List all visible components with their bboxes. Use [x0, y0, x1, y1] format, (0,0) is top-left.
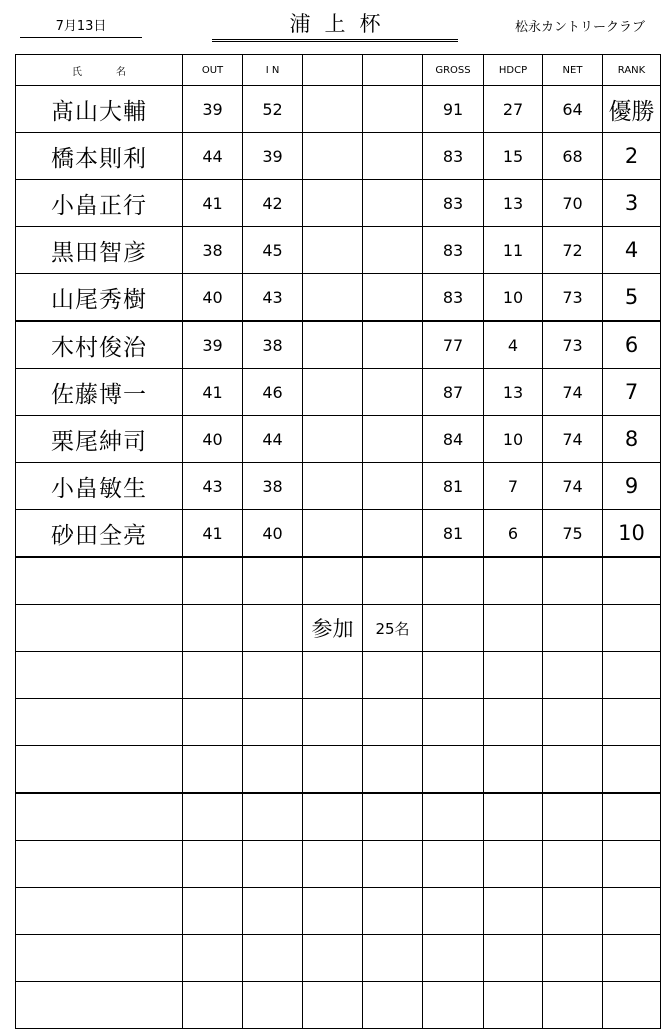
table-row — [16, 321, 661, 369]
blank-cell — [16, 982, 183, 1029]
in-score: 38 — [243, 321, 303, 369]
player-name: 黒田智彦 — [16, 227, 183, 274]
blank-cell — [303, 369, 363, 416]
hdcp-value: 4 — [484, 321, 543, 369]
blank-cell — [543, 699, 603, 746]
blank-cell — [543, 793, 603, 841]
blank-cell — [243, 982, 303, 1029]
empty-row — [16, 982, 661, 1029]
blank-cell — [423, 699, 484, 746]
col-header-net: NET — [543, 55, 603, 86]
in-score: 39 — [243, 133, 303, 180]
col-header-blank-2 — [363, 55, 423, 86]
gross-score: 87 — [423, 369, 484, 416]
blank-cell — [363, 86, 423, 133]
blank-cell — [243, 652, 303, 699]
blank-cell — [543, 935, 603, 982]
table-row — [16, 180, 661, 227]
out-score: 39 — [183, 86, 243, 133]
hdcp-value: 13 — [484, 369, 543, 416]
gross-score: 84 — [423, 416, 484, 463]
out-score: 41 — [183, 510, 243, 558]
sheet-header — [0, 0, 672, 50]
table-row — [16, 274, 661, 322]
empty-row — [16, 793, 661, 841]
blank-cell — [543, 605, 603, 652]
blank-cell — [484, 982, 543, 1029]
blank-cell — [16, 699, 183, 746]
blank-cell — [303, 746, 363, 794]
blank-cell — [603, 699, 661, 746]
blank-cell — [16, 746, 183, 794]
blank-cell — [423, 841, 484, 888]
out-score: 39 — [183, 321, 243, 369]
col-header-rank: RANK — [603, 55, 661, 86]
blank-cell — [423, 982, 484, 1029]
blank-cell — [363, 510, 423, 558]
col-header-blank-1 — [303, 55, 363, 86]
blank-cell — [303, 180, 363, 227]
blank-cell — [243, 699, 303, 746]
table-row — [16, 463, 661, 510]
blank-cell — [363, 227, 423, 274]
blank-cell — [484, 888, 543, 935]
blank-cell — [484, 652, 543, 699]
col-header-gross: GROSS — [423, 55, 484, 86]
player-name: 小畠正行 — [16, 180, 183, 227]
rank-value: 優勝 — [603, 86, 661, 133]
blank-cell — [363, 982, 423, 1029]
blank-cell — [603, 652, 661, 699]
blank-cell — [16, 557, 183, 605]
blank-cell — [543, 652, 603, 699]
player-name: 小畠敏生 — [16, 463, 183, 510]
blank-cell — [484, 605, 543, 652]
blank-cell — [423, 888, 484, 935]
in-score: 40 — [243, 510, 303, 558]
blank-cell — [603, 935, 661, 982]
club-name: 松永カントリークラブ — [514, 20, 645, 35]
blank-cell — [183, 982, 243, 1029]
blank-cell — [543, 888, 603, 935]
blank-cell — [363, 416, 423, 463]
player-name: 佐藤博一 — [16, 369, 183, 416]
col-header-name: 氏 名 — [16, 55, 183, 86]
blank-cell — [363, 274, 423, 322]
blank-cell — [363, 652, 423, 699]
blank-cell — [183, 841, 243, 888]
net-score: 72 — [543, 227, 603, 274]
blank-cell — [484, 699, 543, 746]
blank-cell — [363, 557, 423, 605]
blank-cell — [363, 133, 423, 180]
net-score: 74 — [543, 463, 603, 510]
col-header-in: I N — [243, 55, 303, 86]
empty-row — [16, 841, 661, 888]
blank-cell — [423, 793, 484, 841]
header-row — [16, 55, 661, 86]
empty-row — [16, 652, 661, 699]
blank-cell — [16, 888, 183, 935]
blank-cell — [303, 321, 363, 369]
net-score: 68 — [543, 133, 603, 180]
blank-cell — [484, 793, 543, 841]
blank-cell — [243, 841, 303, 888]
hdcp-value: 7 — [484, 463, 543, 510]
hdcp-value: 13 — [484, 180, 543, 227]
blank-cell — [484, 935, 543, 982]
blank-cell — [243, 557, 303, 605]
blank-cell — [303, 133, 363, 180]
player-name: 山尾秀樹 — [16, 274, 183, 322]
gross-score: 91 — [423, 86, 484, 133]
blank-cell — [423, 605, 484, 652]
out-score: 40 — [183, 416, 243, 463]
blank-cell — [423, 935, 484, 982]
blank-cell — [16, 605, 183, 652]
blank-cell — [423, 746, 484, 794]
blank-cell — [303, 463, 363, 510]
rank-value: 9 — [603, 463, 661, 510]
col-header-hdcp: HDCP — [484, 55, 543, 86]
gross-score: 77 — [423, 321, 484, 369]
blank-cell — [303, 510, 363, 558]
in-score: 45 — [243, 227, 303, 274]
empty-row — [16, 699, 661, 746]
table-row — [16, 227, 661, 274]
blank-cell — [303, 652, 363, 699]
out-score: 38 — [183, 227, 243, 274]
blank-cell — [303, 793, 363, 841]
blank-cell — [183, 605, 243, 652]
hdcp-value: 10 — [484, 274, 543, 322]
participants-label: 参加 — [303, 605, 363, 652]
blank-cell — [243, 888, 303, 935]
player-name: 木村俊治 — [16, 321, 183, 369]
player-name: 栗尾紳司 — [16, 416, 183, 463]
in-score: 52 — [243, 86, 303, 133]
blank-cell — [303, 699, 363, 746]
blank-cell — [603, 557, 661, 605]
blank-cell — [363, 369, 423, 416]
table-row — [16, 369, 661, 416]
gross-score: 83 — [423, 133, 484, 180]
player-name: 髙山大輔 — [16, 86, 183, 133]
blank-cell — [363, 463, 423, 510]
rank-value: 7 — [603, 369, 661, 416]
rank-value: 3 — [603, 180, 661, 227]
blank-cell — [183, 699, 243, 746]
out-score: 44 — [183, 133, 243, 180]
rank-value: 4 — [603, 227, 661, 274]
net-score: 70 — [543, 180, 603, 227]
blank-cell — [363, 180, 423, 227]
participants-row — [16, 605, 661, 652]
blank-cell — [543, 557, 603, 605]
rank-value: 6 — [603, 321, 661, 369]
score-table — [15, 54, 661, 1029]
blank-cell — [183, 746, 243, 794]
blank-cell — [603, 982, 661, 1029]
blank-cell — [303, 227, 363, 274]
blank-cell — [303, 274, 363, 322]
participants-count: 25名 — [363, 605, 423, 652]
out-score: 41 — [183, 180, 243, 227]
out-score: 43 — [183, 463, 243, 510]
blank-cell — [183, 557, 243, 605]
in-score: 38 — [243, 463, 303, 510]
hdcp-value: 6 — [484, 510, 543, 558]
gross-score: 81 — [423, 463, 484, 510]
gross-score: 83 — [423, 274, 484, 322]
blank-cell — [363, 935, 423, 982]
blank-cell — [16, 841, 183, 888]
blank-cell — [603, 841, 661, 888]
blank-cell — [363, 321, 423, 369]
net-score: 73 — [543, 274, 603, 322]
event-date: 7月13日 — [20, 17, 142, 38]
blank-cell — [303, 841, 363, 888]
out-score: 40 — [183, 274, 243, 322]
blank-cell — [603, 793, 661, 841]
hdcp-value: 10 — [484, 416, 543, 463]
blank-cell — [243, 605, 303, 652]
rank-value: 5 — [603, 274, 661, 322]
blank-cell — [243, 935, 303, 982]
out-score: 41 — [183, 369, 243, 416]
blank-cell — [303, 982, 363, 1029]
in-score: 43 — [243, 274, 303, 322]
net-score: 75 — [543, 510, 603, 558]
net-score: 74 — [543, 416, 603, 463]
player-name: 砂田全亮 — [16, 510, 183, 558]
blank-cell — [363, 841, 423, 888]
blank-cell — [423, 652, 484, 699]
blank-cell — [303, 935, 363, 982]
blank-cell — [484, 841, 543, 888]
blank-cell — [543, 841, 603, 888]
col-header-out: OUT — [183, 55, 243, 86]
player-name: 橋本則利 — [16, 133, 183, 180]
empty-row — [16, 935, 661, 982]
hdcp-value: 27 — [484, 86, 543, 133]
blank-cell — [423, 557, 484, 605]
blank-cell — [363, 888, 423, 935]
hdcp-value: 15 — [484, 133, 543, 180]
blank-cell — [183, 935, 243, 982]
empty-row — [16, 557, 661, 605]
net-score: 73 — [543, 321, 603, 369]
blank-cell — [603, 605, 661, 652]
blank-cell — [303, 86, 363, 133]
empty-row — [16, 888, 661, 935]
blank-cell — [303, 888, 363, 935]
blank-cell — [303, 416, 363, 463]
blank-cell — [484, 746, 543, 794]
blank-cell — [603, 746, 661, 794]
rank-value: 2 — [603, 133, 661, 180]
in-score: 44 — [243, 416, 303, 463]
gross-score: 83 — [423, 227, 484, 274]
empty-row — [16, 746, 661, 794]
in-score: 46 — [243, 369, 303, 416]
gross-score: 83 — [423, 180, 484, 227]
net-score: 64 — [543, 86, 603, 133]
table-row — [16, 133, 661, 180]
in-score: 42 — [243, 180, 303, 227]
gross-score: 81 — [423, 510, 484, 558]
blank-cell — [484, 557, 543, 605]
blank-cell — [183, 888, 243, 935]
hdcp-value: 11 — [484, 227, 543, 274]
blank-cell — [543, 982, 603, 1029]
blank-cell — [183, 652, 243, 699]
rank-value: 10 — [603, 510, 661, 558]
table-row — [16, 510, 661, 558]
blank-cell — [543, 746, 603, 794]
blank-cell — [16, 652, 183, 699]
competition-title: 浦上杯 — [212, 9, 458, 42]
blank-cell — [303, 557, 363, 605]
blank-cell — [363, 746, 423, 794]
blank-cell — [363, 793, 423, 841]
blank-cell — [183, 793, 243, 841]
blank-cell — [243, 746, 303, 794]
blank-cell — [16, 935, 183, 982]
blank-cell — [16, 793, 183, 841]
blank-cell — [603, 888, 661, 935]
blank-cell — [243, 793, 303, 841]
blank-cell — [363, 699, 423, 746]
table-row — [16, 86, 661, 133]
table-row — [16, 416, 661, 463]
net-score: 74 — [543, 369, 603, 416]
rank-value: 8 — [603, 416, 661, 463]
